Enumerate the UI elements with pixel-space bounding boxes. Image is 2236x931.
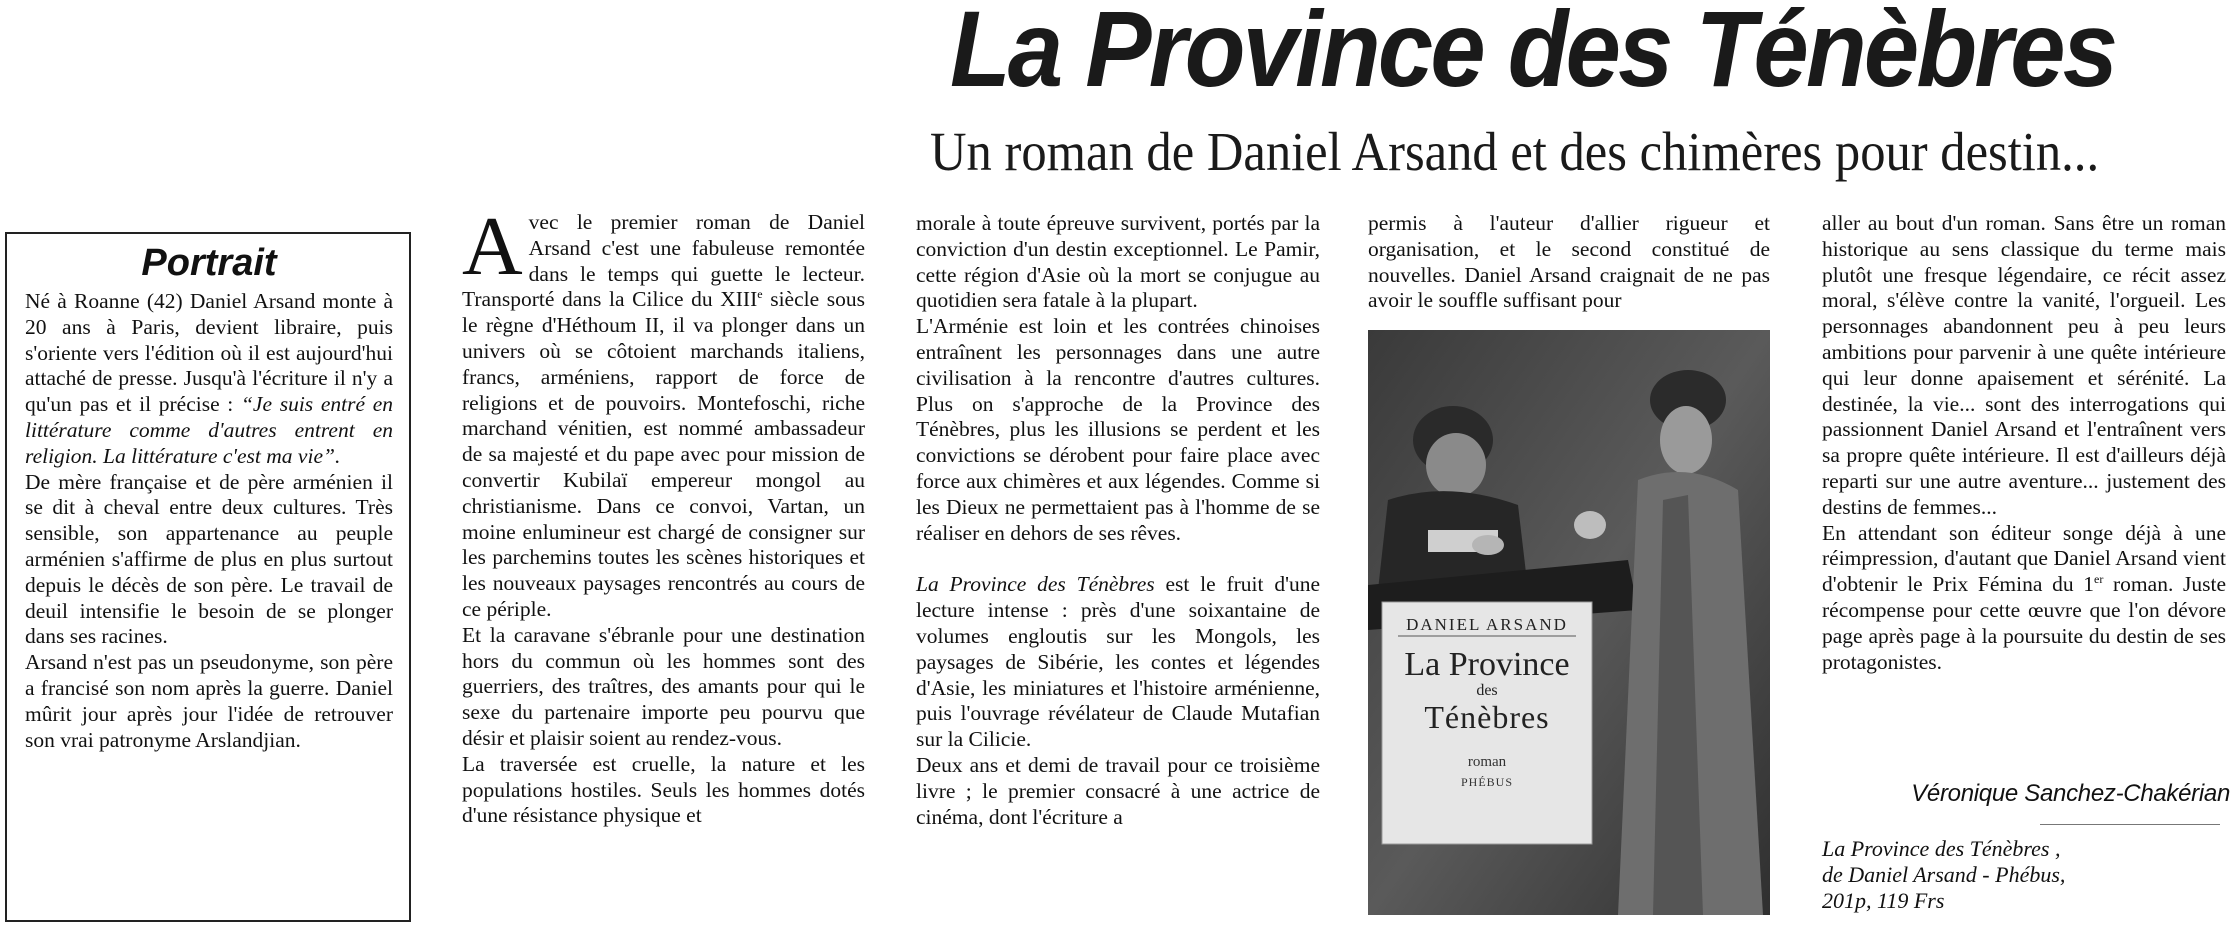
superscript: e xyxy=(757,287,763,302)
article-column-2 xyxy=(916,211,1320,830)
article-column-4 xyxy=(1822,211,2226,675)
article-column-1 xyxy=(462,200,865,829)
superscript: er xyxy=(2094,572,2104,586)
article-paragraph: La traversée est cruelle, la nature et les populations hostiles. Seuls les hommes dotés d'une résistance physique et xyxy=(462,751,865,828)
article-paragraph-text: vec le premier roman de Daniel Arsand c'est une fabuleuse remontée dans le temps qui guette le lecteur. Transporté dans la Cilice du XIII xyxy=(462,210,865,312)
portrait-paragraph: Arsand n'est pas un pseudonyme, son père a francisé son nom après la guerre. Daniel mûrit jour après jour l'idée de retrouver son vrai patronyme Arslandjian. xyxy=(25,650,393,752)
article-column-3 xyxy=(1368,211,1770,314)
article-paragraph: aller au bout d'un roman. Sans être un roman historique au sens classique du terme mais plutôt une fresque légendaire, ce récit assez moral, s'élève contre la vanité, l'orgueil. Les personnages abandonnent peu à peu leurs ambitions pour parvenir à une quête intérieure qui leur donne apaisement et sérénité. La destinée, la vie... sont des interrogations qui passionnent Daniel Arsand et l'entraînent vers sa propre quête intérieure. Il est d'ailleurs déjà reparti sur une autre aventure... justement des destins de femmes... xyxy=(1822,211,2226,519)
drop-cap: A xyxy=(462,200,523,293)
cover-publisher: PHÉBUS xyxy=(1460,775,1514,789)
portrait-paragraph xyxy=(25,289,393,470)
book-title-inline: La Province des Ténèbres xyxy=(916,572,1155,597)
article-paragraph: Deux ans et demi de travail pour ce troisième livre ; le premier consacré à une actrice de cinéma, dont l'écriture a xyxy=(916,752,1320,829)
article-paragraph-text: siècle sous le règne d'Héthoum II, il va plonger dans un univers où se côtoient marchands italiens, francs, arméniens, rapport de force de religions et de pouvoirs. Montefoschi, riche marchand vénitien, est nommé ambassadeur de sa majesté et du pape avec pour mission de convertir Kubilaï empereur mongol au christianisme. Dans ce convoi, Vartan, un moine enlumineur est chargé de consigner sur les parchemins toutes les scènes historiques et les nouveaux paysages rencontrés au cours de ce périple. xyxy=(462,287,865,621)
portrait-box xyxy=(5,232,411,922)
article-paragraph xyxy=(462,200,865,623)
article-paragraph xyxy=(1822,521,2226,676)
painting-illustration xyxy=(1368,330,1770,915)
author-signature: Véronique Sanchez-Chakérian xyxy=(1911,780,2230,807)
article-paragraph: permis à l'auteur d'allier rigueur et organisation, et le second constitué de nouvelles. Daniel Arsand craignait de ne pas avoir le souffle suffisant pour xyxy=(1368,211,1770,313)
portrait-paragraph-text: Né à Roanne (42) Daniel Arsand monte à 20 ans à Paris, devient libraire, puis s'oriente vers l'édition où il est aujourd'hui attaché de presse. Jusqu'à l'écriture il n'y a qu'un pas et il précise : xyxy=(25,289,393,417)
portrait-heading: Portrait xyxy=(141,242,277,284)
article-paragraph: morale à toute épreuve survivent, portés par la conviction d'un destin exceptionnel. Le Pamir, cette région d'Asie où la mort se conjugue au quotidien sera fatale à la plupart. xyxy=(916,211,1320,313)
book-reference-line: La Province des Ténèbres , xyxy=(1822,836,2061,861)
portrait-paragraph: De mère française et de père arménien il se dit à cheval entre deux cultures. Très sensible, son appartenance au peuple arménien s'affirme de plus en plus surtout depuis le décès de son père. Le travail de deuil intensifie le besoin de se plonger dans ses racines. xyxy=(25,469,393,649)
cover-title-line-3: Ténèbres xyxy=(1424,699,1550,735)
article-subtitle: Un roman de Daniel Arsand et des chimères pour destin... xyxy=(930,121,2100,182)
article-paragraph: L'Arménie est loin et les contrées chinoises entraînent les personnages dans une autre civilisation à la rencontre d'autres cultures. Plus on s'approche de la Province des Ténèbres, plus les illusions se perdent et les convictions se dérobent pour faire place avec force aux chimères et aux légendes. Comme si les Dieux ne permettaient pas à l'homme de se réaliser en dehors de ses rêves. xyxy=(916,314,1320,545)
divider xyxy=(2040,824,2220,825)
cover-title-line-1: La Province xyxy=(1404,646,1570,683)
portrait-quote: “Je suis entré en littérature comme d'autres entrent en religion. La littérature c'est ma vie”. xyxy=(25,392,393,468)
article-paragraph-text: roman. Juste récompense pour cette œuvre que l'on dévore page après page à la poursuite du destin de ses protagonistes. xyxy=(1822,572,2226,674)
article-paragraph: Et la caravane s'ébranle pour une destination hors du commun où les hommes sont des guerriers, des traîtres, des amants pour qui le sexe du partenaire importe peu pourvu que désir et plaisir soient au rendez-vous. xyxy=(462,622,865,750)
cover-title-line-2: des xyxy=(1476,682,1498,699)
article-title: La Province des Ténèbres xyxy=(950,0,2116,109)
article-paragraph-text: est le fruit d'une lecture intense : près d'une soixantaine de volumes engloutis sur les Mongols, les paysages de Sibérie, les contes et légendes d'Asie, les miniatures et l'histoire arménienne, puis l'ouvrage révélateur de Claude Mutafian sur la Cilicie. xyxy=(916,572,1320,752)
cover-genre: roman xyxy=(1467,754,1507,770)
book-reference-line: 201p, 119 Frs xyxy=(1822,888,1945,913)
article-paragraph-text: En attendant son éditeur songe déjà à une réimpression, d'autant que Daniel Arsand vient d'obtenir le Prix Fémina du 1 xyxy=(1822,520,2226,597)
book-reference-line: de Daniel Arsand - Phébus, xyxy=(1822,862,2066,887)
book-reference xyxy=(1822,836,2222,914)
cover-author: DANIEL ARSAND xyxy=(1406,615,1568,634)
book-photo xyxy=(1368,330,1770,915)
article-paragraph xyxy=(916,572,1320,753)
